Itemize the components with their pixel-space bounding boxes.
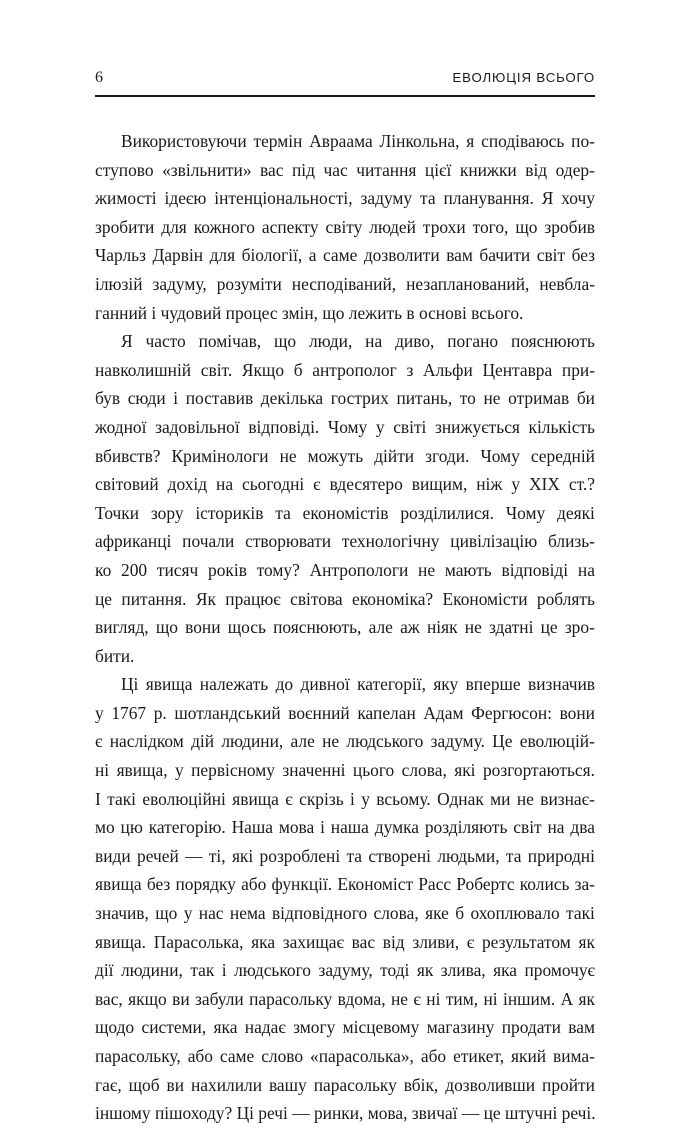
- text-line: жимості ідеєю інтенціональності, задуму та планування. Я хочу: [95, 188, 595, 209]
- text-line: є наслідком дій людини, але не людського задуму. Це еволюцій-: [95, 731, 595, 752]
- text-line: ганний і чудовий процес змін, що лежить в основі всього.: [95, 302, 524, 323]
- text-line: у 1767 р. шотландський воєнний капелан Адам Фергюсон: вони: [95, 702, 595, 723]
- text-line: явища без порядку або функції. Економіст Расс Робертс колись за-: [95, 874, 595, 895]
- page-number: 6: [95, 69, 103, 86]
- text-line: Чарльз Дарвін для біології, а саме дозволити вам бачити світ без: [95, 245, 595, 266]
- running-head: [95, 68, 595, 90]
- text-line: навколишній світ. Якщо б антрополог з Альфи Центавра при-: [95, 359, 595, 380]
- text-line: вигляд, що вони щось пояснюють, але аж ніяк не здатні це зро-: [95, 617, 595, 638]
- text-line: щодо системи, яка надає змогу місцевому магазину продати вам: [95, 1017, 595, 1038]
- body-text: [95, 127, 595, 1128]
- text-line: значив, що у нас нема відповідного слова, яке б охоплювало такі: [95, 903, 595, 924]
- text-line: світовий дохід на сьогодні є вдесятеро вищим, ніж у XIX ст.?: [95, 474, 595, 495]
- text-line: африканці почали створювати технологічну цивілізацію близь-: [95, 531, 595, 552]
- header-rule: [95, 95, 595, 97]
- text-line: зробити для кожного аспекту світу людей трохи того, що зробив: [95, 216, 595, 237]
- text-line: ступово «звільнити» вас під час читання цієї книжки від одер-: [95, 159, 595, 180]
- text-line: був сюди і поставив декілька гострих питань, то не отримав би: [95, 388, 595, 409]
- text-line: Використовуючи термін Авраама Лінкольна, я сподіваюсь по-: [121, 131, 595, 151]
- paragraph-3: [95, 670, 595, 1128]
- text-line: Ці явища належать до дивної категорії, яку вперше визначив: [121, 674, 595, 695]
- text-line: іншому пішоходу? Ці речі — ринки, мова, звичаї — це штучні речі.: [95, 1103, 596, 1124]
- text-line: Точки зору істориків та економістів розділилися. Чому деякі: [95, 502, 595, 523]
- text-line: парасольку, або саме слово «парасолька», або етикет, який вима-: [95, 1046, 595, 1066]
- text-line: види речей — ті, які розроблені та створені людьми, та природні: [95, 845, 595, 866]
- text-line: І такі еволюційні явища є скрізь і у всьому. Однак ми не визнає-: [95, 788, 595, 809]
- text-line: ні явища, у первісному значенні цього слова, які розгортаються.: [95, 760, 595, 781]
- text-line: вас, якщо ви забули парасольку вдома, не є ні тим, ні іншим. А як: [95, 988, 595, 1009]
- text-line: ко 200 тисяч років тому? Антропологи не мають відповіді на: [95, 559, 595, 580]
- text-line: явища. Парасолька, яка захищає вас від зливи, є результатом як: [95, 931, 595, 952]
- paragraph-1: [95, 127, 595, 327]
- running-title: ЕВОЛЮЦІЯ ВСЬОГО: [452, 70, 595, 85]
- text-line: гає, щоб ви нахилили вашу парасольку вбік, дозволивши пройти: [95, 1074, 595, 1095]
- text-line: вбивств? Кримінологи не можуть дійти згоди. Чому середній: [95, 445, 595, 466]
- paragraph-2: [95, 327, 595, 670]
- text-line: мо цю категорію. Наша мова і наша думка розділяють світ на два: [95, 817, 595, 838]
- text-line: це питання. Як працює світова економіка? Економісти роблять: [95, 588, 595, 609]
- text-line: Я часто помічав, що люди, на диво, погано пояснюють: [121, 331, 595, 352]
- text-line: дії людини, так і людського задуму, тоді як злива, яка промочує: [95, 960, 595, 981]
- text-line: бити.: [95, 645, 135, 666]
- text-line: жодної задовільної відповіді. Чому у світі знижується кількість: [95, 416, 595, 437]
- text-line: ілюзій задуму, розуміти несподіваний, незапланований, невбла-: [95, 273, 595, 294]
